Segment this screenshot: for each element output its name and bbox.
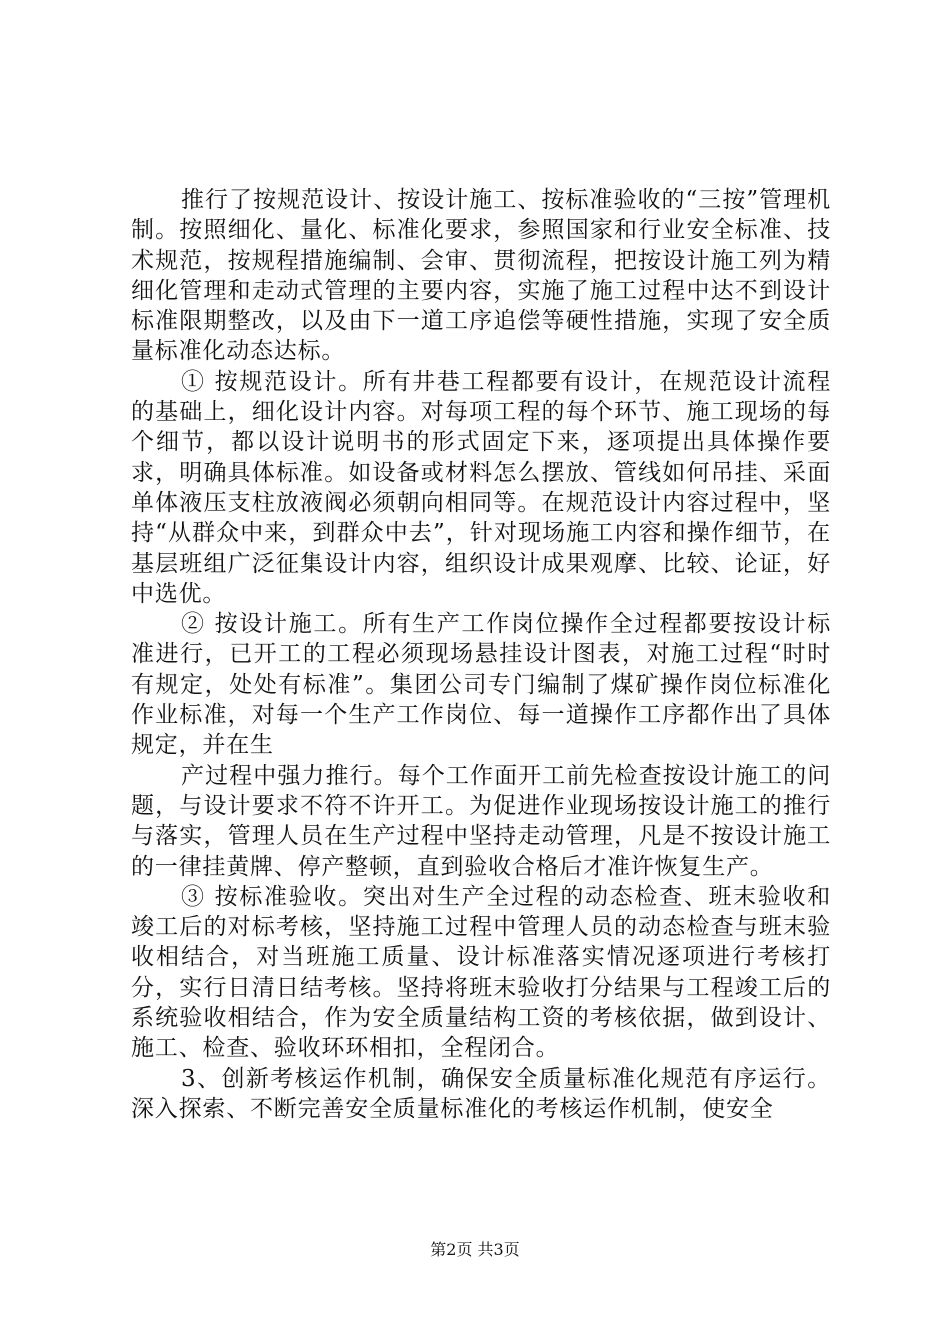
paragraph-construct-continued: 产过程中强力推行。每个工作面开工前先检查按设计施工的问题，与设计要求不符不许开工。为促进作业现场按设计施工的推行与落实，管理人员在生产过程中坚持走动管理，凡是不按设计施工的一律挂黄牌、停产整顿，直到验收合格后才准许恢复生产。 (131, 762, 831, 880)
page-footer (0, 1240, 950, 1260)
document-body (131, 185, 831, 1124)
paragraph-assessment-mechanism: 3、创新考核运作机制，确保安全质量标准化规范有序运行。深入探索、不断完善安全质量标准化的考核运作机制，使安全 (131, 1065, 831, 1122)
paragraph-construct-by-design: ② 按设计施工。所有生产工作岗位操作全过程都要按设计标准进行，已开工的工程必须现场悬挂设计图表，对施工过程“时时有规定，处处有标准”。集团公司专门编制了煤矿操作岗位标准化作业标准，对每一个生产工作岗位、每一道操作工序都作出了具体规定，并在生 (131, 611, 831, 759)
paragraph-accept-by-standard: ③ 按标准验收。突出对生产全过程的动态检查、班末验收和竣工后的对标考核，坚持施工过程中管理人员的动态检查与班末验收相结合，对当班施工质量、设计标准落实情况逐项进行考核打分，实行日清日结考核。坚持将班末验收打分结果与工程竣工后的系统验收相结合，作为安全质量结构工资的考核依据，做到设计、施工、检查、验收环环相扣，全程闭合。 (131, 883, 831, 1062)
page-number-label: 第2页 共3页 (430, 1240, 520, 1259)
paragraph-three-by-mechanism: 推行了按规范设计、按设计施工、按标准验收的“三按”管理机制。按照细化、量化、标准化要求，参照国家和行业安全标准、技术规范，按规程措施编制、会审、贯彻流程，把按设计施工列为精细化管理和走动式管理的主要内容，实施了施工过程中达不到设计标准限期整改，以及由下一道工序追偿等硬性措施，实现了安全质量标准化动态达标。 (131, 187, 831, 365)
paragraph-design-by-standard: ① 按规范设计。所有井巷工程都要有设计，在规范设计流程的基础上，细化设计内容。对每项工程的每个环节、施工现场的每个细节，都以设计说明书的形式固定下来，逐项提出具体操作要求，明确具体标准。如设备或材料怎么摆放、管线如何吊挂、采面单体液压支柱放液阀必须朝向相同等。在规范设计内容过程中，坚持“从群众中来，到群众中去”，针对现场施工内容和操作细节，在基层班组广泛征集设计内容，组织设计成果观摩、比较、论证，好中选优。 (131, 368, 831, 607)
